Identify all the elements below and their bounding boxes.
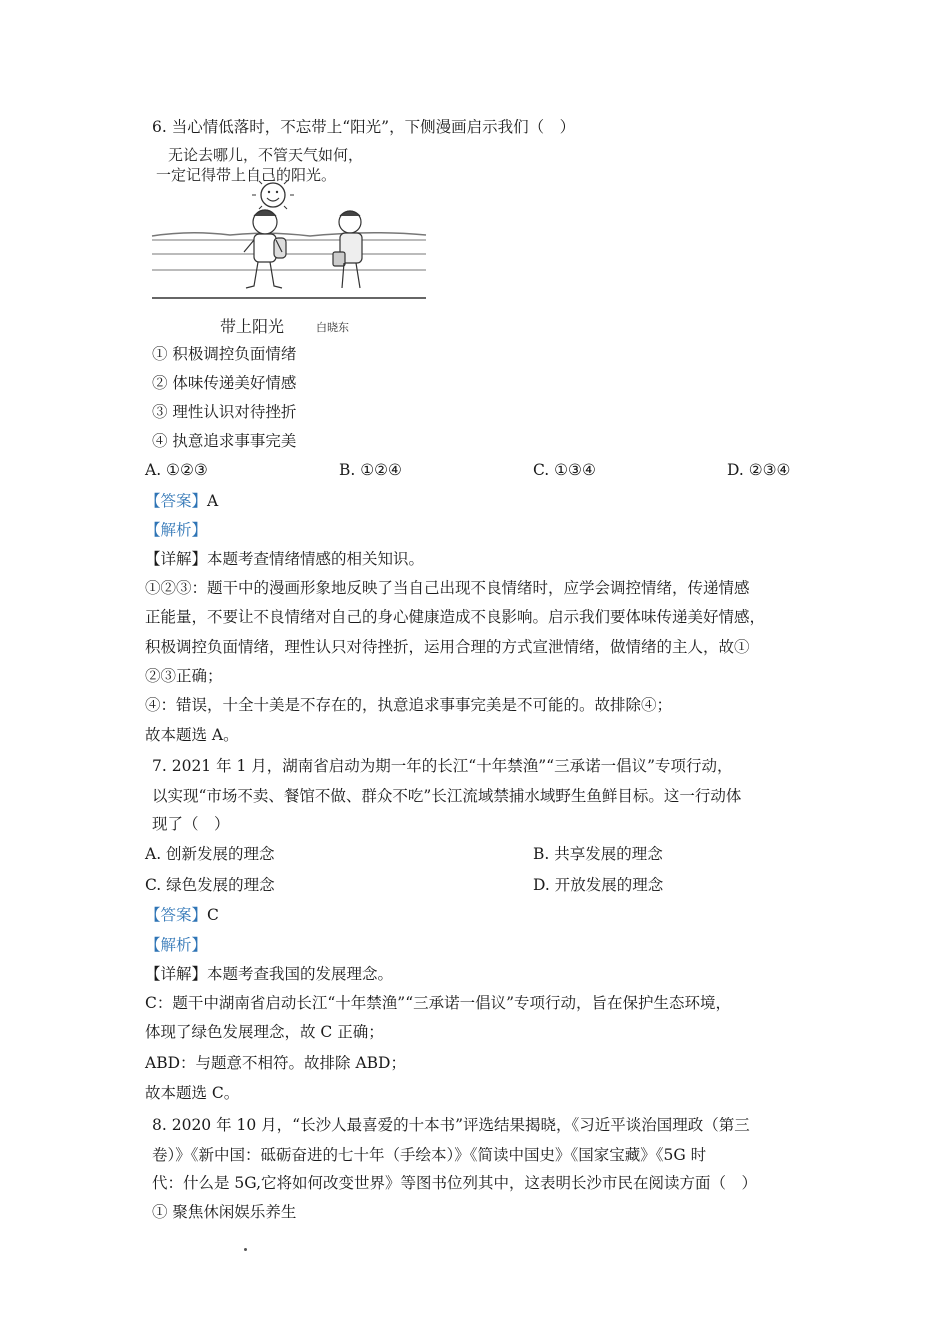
q6-answer-line [145,491,218,511]
q7-option-d: D. 开放发展的理念 [533,876,664,894]
q7-stem-line: 7. 2021 年 1 月，湖南省启动为期一年的长江“十年禁渔”“三承诺一倡议”专项行动， [152,757,733,775]
q6-option-a: A. ①②③ [145,461,208,479]
q6-detail-line: 【详解】本题考查情绪情感的相关知识。 [145,550,425,568]
statement-3: ③ 理性认识对待挫折 [152,403,297,421]
q6-analysis-tag: 【解析】 [145,521,208,539]
q7-detail-line: 【详解】本题考查我国的发展理念。 [145,965,394,983]
page-dot [244,1248,247,1251]
man-figure [333,211,362,288]
statement-1: ① 积极调控负面情绪 [152,345,297,363]
q6-option-d: D. ②③④ [727,461,791,479]
q8-stem-line: 8. 2020 年 10 月，“长沙人最喜爱的十本书”评选结果揭晓，《习近平谈治国理政（第三 [152,1116,750,1134]
q8-statement-1: ① 聚焦休闲娱乐养生 [152,1203,297,1221]
q6-stem: 6. 当心情低落时，不忘带上“阳光”，下侧漫画启示我们（ ） [152,118,576,136]
fence-drawing [152,233,426,270]
q6-answer-tag: 【答案】 [145,492,208,510]
statement-4: ④ 执意追求事事完美 [152,432,297,450]
cartoon-caption-line1: 无论去哪儿，不管天气如何， [168,146,364,164]
q7-answer-tag: 【答案】 [145,906,208,924]
q8-stem-line: 卷）》《新中国：砥砺奋进的七十年（手绘本）》《简读中国史》《国家宝藏》《5G 时 [152,1146,707,1164]
q7-detail-line: 故本题选 C。 [145,1084,240,1102]
boy-figure [244,210,286,288]
statement-2: ② 体味传递美好情感 [152,374,297,392]
q6-option-b: B. ①②④ [339,461,402,479]
q7-detail-line: 体现了绿色发展理念，故 C 正确； [145,1023,384,1041]
q7-stem-line: 以实现“市场不卖、餐馆不做、群众不吃”长江流域禁捕水域野生鱼鲜目标。这一行动体 [152,787,742,805]
q7-detail-line: C：题干中湖南省启动长江“十年禁渔”“三承诺一倡议”专项行动，旨在保护生态环境， [145,994,732,1012]
q7-answer: C [207,906,219,924]
q7-option-a: A. 创新发展的理念 [145,845,275,863]
q6-detail-line: 故本题选 A。 [145,726,239,744]
cartoon-author: 白晓东 [316,321,349,334]
q7-answer-line [145,905,219,925]
cartoon-title: 带上阳光 [220,317,285,336]
q7-analysis-tag: 【解析】 [145,936,208,954]
q6-detail-line: 积极调控负面情绪，理性认只对待挫折，运用合理的方式宣泄情绪，做情绪的主人，故① [145,638,750,656]
q6-option-c: C. ①③④ [533,461,596,479]
cartoon-caption-line2: 一定记得带上自己的阳光。 [156,166,337,184]
q6-detail-line: ①②③：题干中的漫画形象地反映了当自己出现不良情绪时，应学会调控情绪，传递情感 [145,579,750,597]
cartoon-image [150,140,430,340]
q8-stem-line: 代：什么是 5G,它将如何改变世界》等图书位列其中，这表明长沙市民在阅读方面（ ） [152,1174,758,1192]
q6-detail-line: ④：错误，十全十美是不存在的，执意追求事事完美是不可能的。故排除④； [145,696,673,714]
q6-answer: A [207,492,219,510]
q7-stem-line: 现了（ ） [152,815,230,833]
q6-detail-line: ②③正确； [145,667,223,685]
q7-option-c: C. 绿色发展的理念 [145,876,275,894]
q6-detail-line: 正能量，不要让不良情绪对自己的身心健康造成不良影响。启示我们要体味传递美好情感， [145,608,766,626]
q7-option-b: B. 共享发展的理念 [533,845,663,863]
q7-detail-line: ABD：与题意不相符。故排除 ABD； [145,1054,406,1072]
